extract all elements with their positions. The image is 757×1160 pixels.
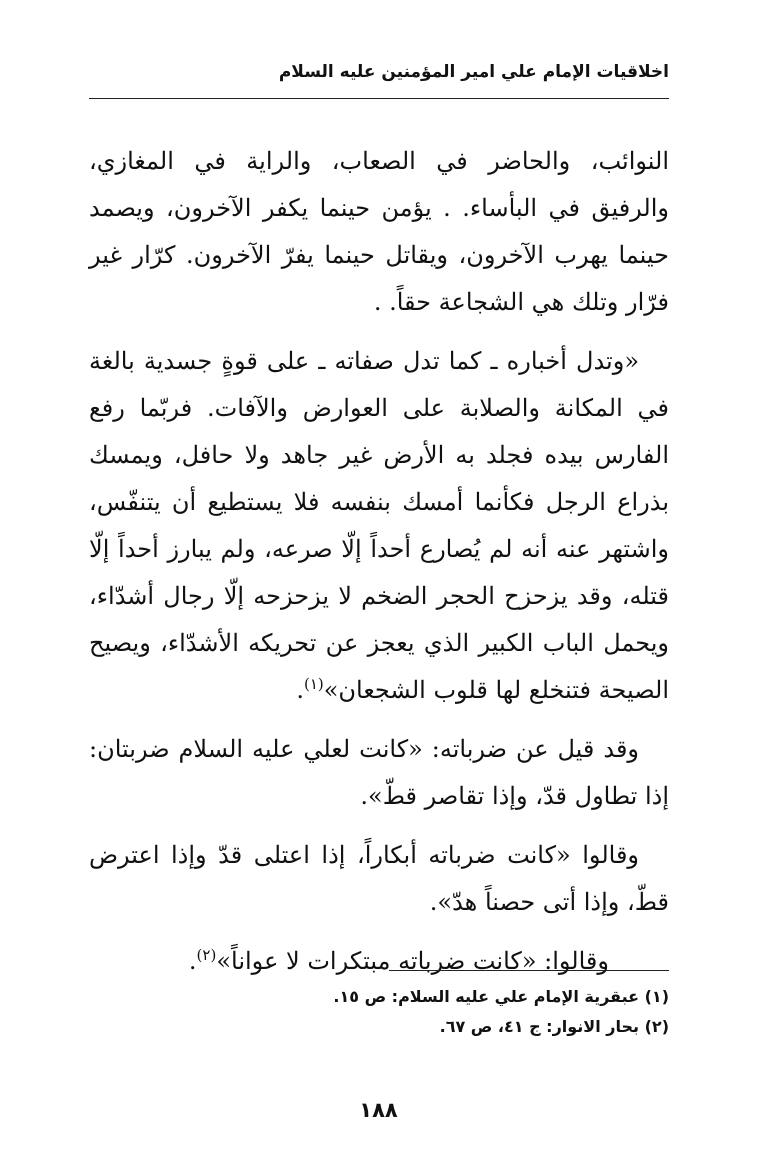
footnote-1: (١) عبقرية الإمام علي عليه السلام: ص ١٥. — [333, 987, 669, 1006]
page-number: ١٨٨ — [359, 1098, 398, 1122]
paragraph-1-text: النوائب، والحاضر في الصعاب، والراية في المغازي، والرفيق في البأساء. . يؤمن حينما يكفر الآخرون، ويصمد حينما يهرب الآخرون، ويقاتل حينما يفرّ الآخرون. كرّار غير فرّار وتلك هي الشجاعة حقاً. . — [89, 147, 669, 316]
paragraph-3 — [89, 726, 669, 820]
footnote-divider — [389, 970, 669, 971]
paragraph-4-text: وقالوا «كانت ضرباته أبكاراً، إذا اعتلى قدّ وإذا اعترض قطّ، وإذا أتى حصناً هدّ». — [89, 841, 669, 916]
running-header: اخلاقيات الإمام علي امير المؤمنين عليه السلام — [278, 62, 669, 82]
paragraph-2 — [89, 338, 669, 714]
paragraph-2-text: «وتدل أخباره ـ كما تدل صفاته ـ على قوةٍ جسدية بالغة في المكانة والصلابة على العوارض والآفات. فربّما رفع الفارس بيده فجلد به الأرض غير جاهد ولا حافل، ويمسك بذراع الرجل فكأنما أمسك بنفسه فلا يستطيع أن يتنفّس، واشتهر عنه أنه لم يُصارع أحداً إلّا صرعه، ولم يبارز أحداً إلّا قتله، وقد يزحزح الحجر الضخم لا يزحزحه إلّا رجال أشدّاء، ويحمل الباب الكبير الذي يعجز عن تحريكه الأشدّاء، ويصيح الصيحة فتنخلع لها قلوب الشجعان» — [89, 347, 669, 704]
paragraph-2-tail: . — [296, 676, 304, 704]
paragraph-1 — [89, 138, 669, 326]
footnote-ref-2: (٢) — [196, 946, 217, 964]
footnote-2: (٢) بحار الانوار: ج ٤١، ص ٦٧. — [439, 1017, 669, 1036]
paragraph-5 — [89, 938, 669, 985]
main-text — [89, 138, 669, 997]
footnote-ref-1: (١) — [303, 675, 324, 693]
paragraph-3-text: وقد قيل عن ضرباته: «كانت لعلي عليه السلام ضربتان: إذا تطاول قدّ، وإذا تقاصر قطّ». — [89, 735, 669, 810]
paragraph-5-text: وقالوا: «كانت ضرباته مبتكرات لا عواناً» — [216, 947, 609, 975]
footnotes — [89, 982, 669, 1042]
paragraph-5-tail: . — [188, 947, 197, 975]
paragraph-4 — [89, 832, 669, 926]
header-divider — [89, 98, 669, 99]
